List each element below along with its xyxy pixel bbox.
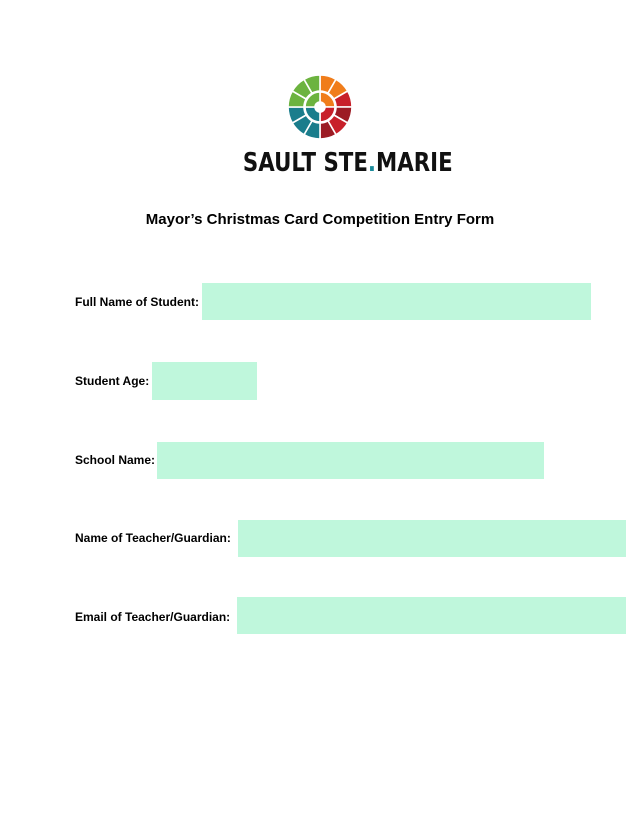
logo-wordmark: SAULT STE.MARIE [242,148,453,178]
teacher-name-input[interactable] [238,520,626,557]
teacher-name-label: Name of Teacher/Guardian: [75,531,231,545]
school-name-input[interactable] [157,442,544,479]
city-logo-mark-icon [287,74,353,140]
school-name-label: School Name: [75,453,156,467]
student-age-input[interactable] [152,362,257,400]
teacher-email-input[interactable] [237,597,626,634]
teacher-email-label: Email of Teacher/Guardian: [75,610,231,624]
sault-ste-marie-logo [226,72,453,182]
full-name-input[interactable] [202,283,591,320]
full-name-label: Full Name of Student: [75,295,199,309]
page-title: Mayor’s Christmas Card Competition Entry Form [145,211,495,228]
student-age-label: Student Age: [75,374,150,388]
